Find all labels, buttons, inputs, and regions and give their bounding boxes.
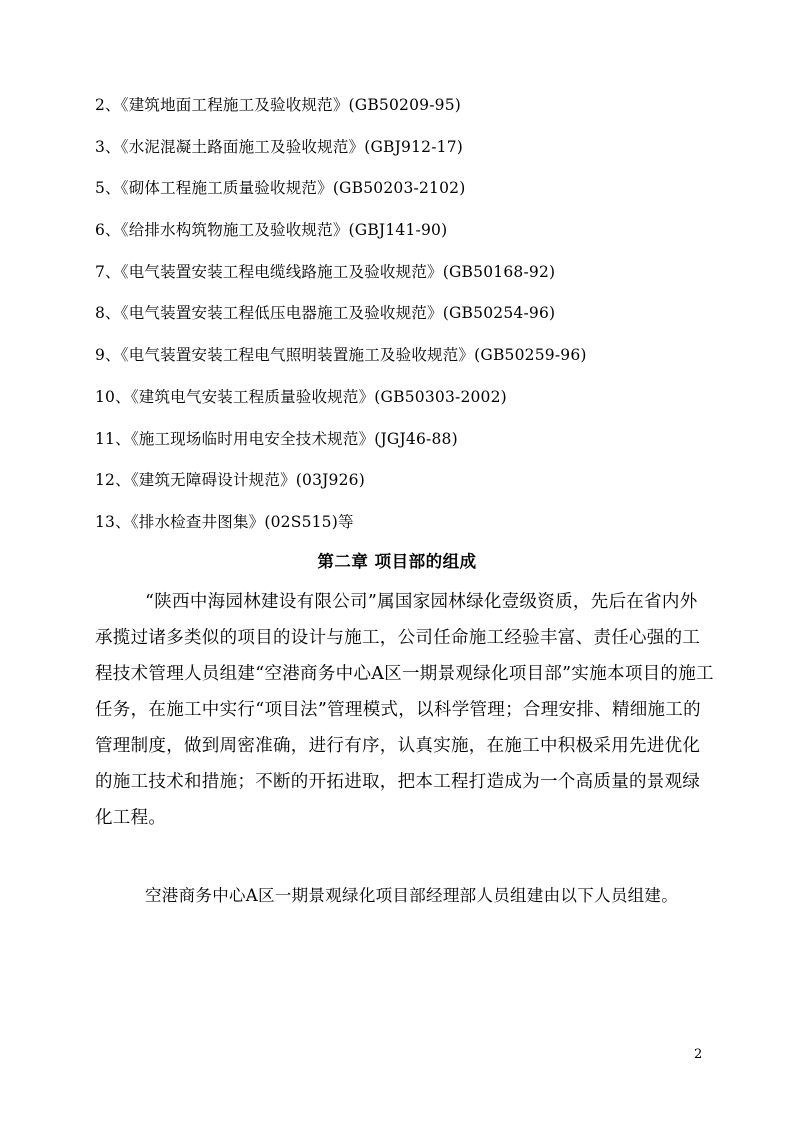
list-item: 12、《建筑无障碍设计规范》(03J926) [95,471,365,490]
list-item: 2、《建筑地面工程施工及验收规范》(GB50209-95) [95,96,462,114]
list-item: 5、《砌体工程施工质量验收规范》(GB50203-2102) [95,179,466,198]
list-item: 7、《电气装置安装工程电缆线路施工及验收规范》(GB50168-92) [95,262,556,281]
list-item: 9、《电气装置安装工程电气照明装置施工及验收规范》(GB50259-96) [95,346,587,365]
chapter-title: 第二章 项目部的组成 [317,552,477,571]
list-item: 11、《施工现场临时用电安全技术规范》(JGJ46-88) [95,429,458,448]
list-item: 3、《水泥混凝土路面施工及验收规范》(GBJ912-17) [95,137,464,156]
standards-list [95,88,587,547]
list-item: 8、《电气装置安装工程低压电器施工及验收规范》(GB50254-96) [95,304,556,323]
list-item: 13、《排水检查井图集》(02S515)等 [95,512,354,531]
body-paragraph: 空港商务中心A区一期景观绿化项目部经理部人员组建由以下人员组建。 [145,886,679,905]
page-number: 2 [694,1047,703,1062]
list-item: 10、《建筑电气安装工程质量验收规范》(GB50303-2002) [95,387,507,406]
body-paragraph: “陕西中海园林建设有限公司”属国家园林绿化壹级资质，先后在省内外承揽过诸多类似的项目的设计与施工，公司任命施工经验丰富、责任心强的工程技术管理人员组建“空港商务中心A区一期景观绿化项目部”实施本项目的施工任务，在施工中实行“项目法”管理模式，以科学管理；合理安排、精细施工的管理制度，做到周密准确，进行有序，认真实施，在施工中积极采用先进优化的施工技术和措施；不断的开拓进取，把本工程打造成为一个高质量的景观绿化工程。 [95,592,714,828]
list-item: 6、《给排水构筑物施工及验收规范》(GBJ141-90) [95,221,448,240]
